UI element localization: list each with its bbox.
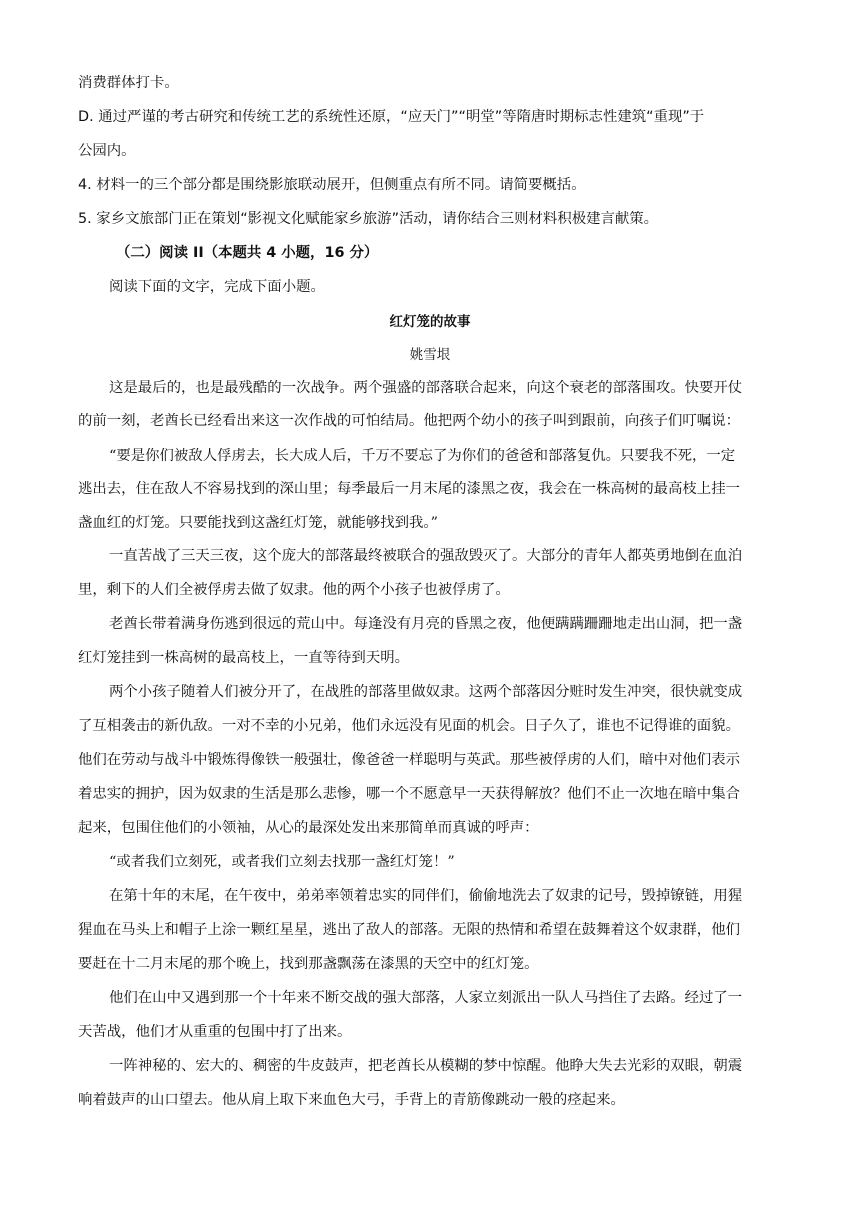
section-heading: （二）阅读 II（本题共 4 小题，16 分） (116, 245, 379, 261)
question-option-d-cont: 公园内。 (78, 143, 136, 159)
story-line: 他们在山中又遇到那一个十年来不断交战的强大部落，人家立刻派出一队人马挡住了去路。经过了一 (109, 990, 743, 1006)
story-line: 了互相袭击的新仇敌。一对不幸的小兄弟，他们永远没有见面的机会。日子久了，谁也不记得谁的面貌。 (78, 718, 740, 734)
story-line: 一阵神秘的、宏大的、稠密的牛皮鼓声，把老酋长从模糊的梦中惊醒。他睁大失去光彩的双眼，朝震 (109, 1058, 743, 1074)
story-line: 响着鼓声的山口望去。他从肩上取下来血色大弓，手背上的青筋像跳动一般的痉起来。 (78, 1092, 625, 1108)
story-line: 猩血在马头上和帽子上涂一颗红星星，逃出了敌人的部落。无限的热情和希望在鼓舞着这个奴隶群，他们 (78, 922, 740, 938)
story-author: 姚雪垠 (409, 347, 451, 363)
question-4: 4. 材料一的三个部分都是围绕影旅联动展开，但侧重点有所不同。请简要概括。 (78, 177, 586, 193)
story-line: 起来，包围住他们的小领袖，从心的最深处发出来那简单而真诚的呼声： (78, 820, 539, 836)
story-line: 天苦战，他们才从重重的包围中打了出来。 (78, 1024, 352, 1040)
story-title: 红灯笼的故事 (389, 314, 471, 330)
story-line: 这是最后的，也是最残酷的一次战争。两个强盛的部落联合起来，向这个衰老的部落围攻。快要开仗 (109, 380, 743, 396)
story-line: 红灯笼挂到一株高树的最高枝上，一直等待到天明。 (78, 650, 409, 666)
story-line: 一直苦战了三天三夜，这个庞大的部落最终被联合的强敌毁灭了。大部分的青年人都英勇地倒在血泊 (109, 548, 743, 564)
question-5: 5. 家乡文旅部门正在策划“影视文化赋能家乡旅游”活动，请你结合三则材料积极建言献策。 (78, 211, 659, 227)
story-line: 他们在劳动与战斗中锻炼得像铁一般强壮，像爸爸一样聪明与英武。那些被俘虏的人们，暗中对他们表示 (78, 752, 740, 768)
story-line: 盏血红的灯笼。只要能找到这盏红灯笼，就能够找到我。” (78, 515, 438, 531)
instruction: 阅读下面的文字，完成下面小题。 (109, 279, 325, 295)
story-line: 老酋长带着满身伤逃到很远的荒山中。每逢没有月亮的昏黑之夜，他便蹒蹒跚跚地走出山洞，把一盏 (109, 616, 743, 632)
story-line: 里，剩下的人们全被俘虏去做了奴隶。他的两个小孩子也被俘虏了。 (78, 582, 510, 598)
story-line: 着忠实的拥护，因为奴隶的生活是那么悲惨，哪一个不愿意早一天获得解放？他们不止一次地在暗中集合 (78, 786, 740, 802)
story-line: 逃出去，住在敌人不容易找到的深山里；每季最后一月末尾的漆黑之夜，我会在一株高树的最高枝上挂一 (78, 481, 740, 497)
question-option-d: D. 通过严谨的考古研究和传统工艺的系统性还原，“应天门”“明堂”等隋唐时期标志性建筑“重现”于 (78, 109, 705, 125)
story-line: 在第十年的末尾，在午夜中，弟弟率领着忠实的同伴们，偷偷地洗去了奴隶的记号，毁掉镣链，用猩 (109, 888, 743, 904)
story-line: 的前一刻，老酋长已经看出来这一次作战的可怕结局。他把两个幼小的孩子叫到跟前，向孩子们叮嘱说： (78, 413, 740, 429)
story-line: “或者我们立刻死，或者我们立刻去找那一盏红灯笼！” (109, 854, 455, 870)
story-line: 要赶在十二月末尾的那个晚上，找到那盏飘荡在漆黑的天空中的红灯笼。 (78, 956, 539, 972)
story-line: “要是你们被敌人俘虏去，长大成人后，千万不要忘了为你们的爸爸和部落复仇。只要我不死，一定 (109, 448, 736, 464)
question-option-c-end: 消费群体打卡。 (78, 75, 179, 91)
story-line: 两个小孩子随着人们被分开了，在战胜的部落里做奴隶。这两个部落因分赃时发生冲突，很快就变成 (109, 684, 743, 700)
